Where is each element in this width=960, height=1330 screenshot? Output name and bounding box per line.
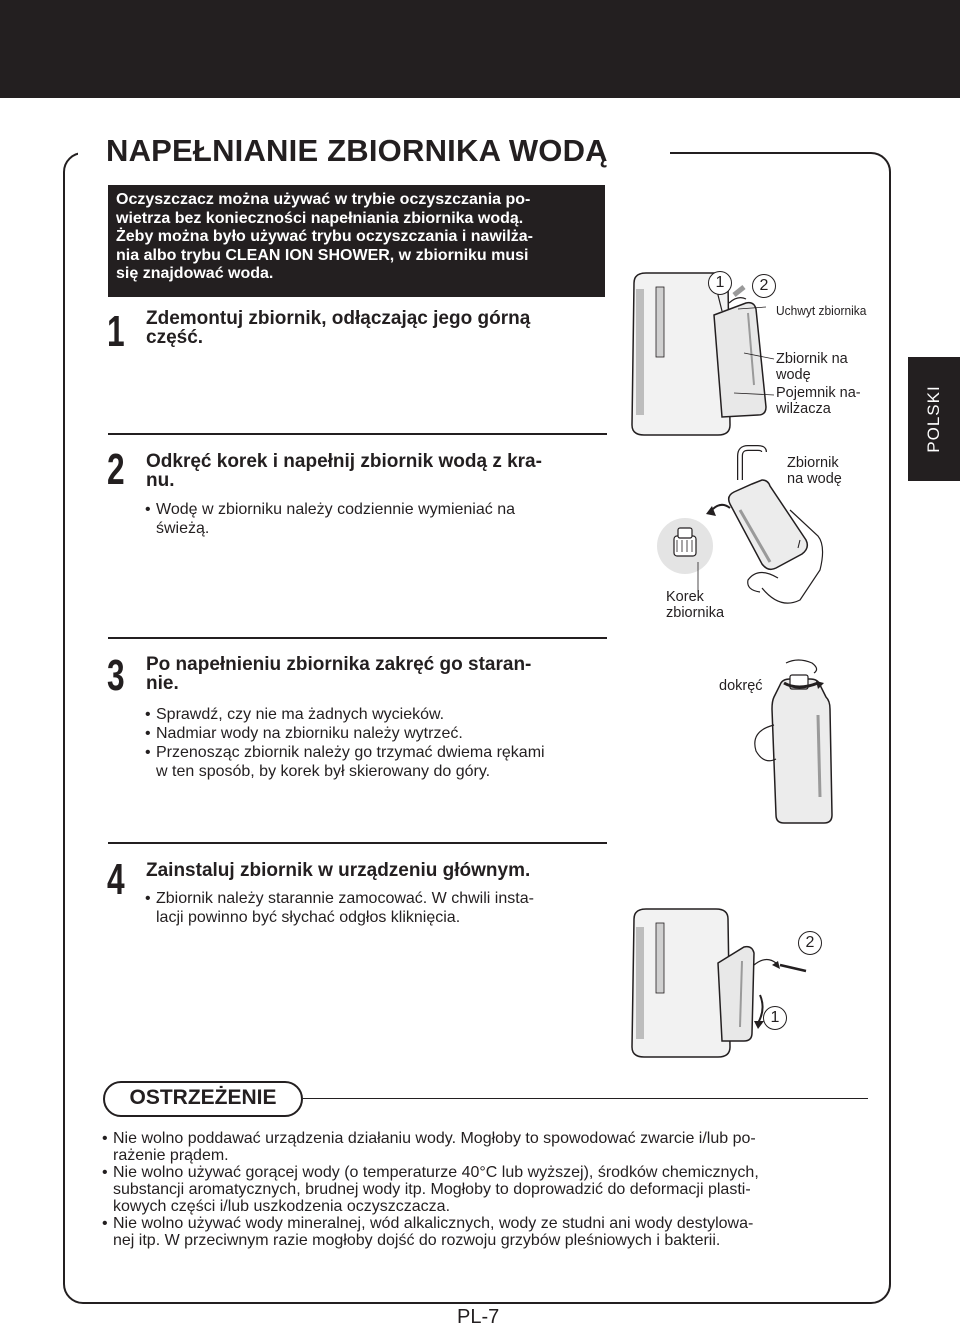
- intro-line: się znajdować woda.: [116, 265, 274, 282]
- warning-divider: [303, 1098, 868, 1099]
- label-humidifier-tray: Pojemnik na- wilżacza: [776, 385, 861, 417]
- bullet-item: • Sprawdź, czy nie ma żadnych wycieków.: [145, 705, 545, 724]
- step-2-title: [146, 452, 542, 490]
- warning-item: • Nie wolno używać gorącej wody (o temperaturze 40°C lub wyższej), środków chemicznych, substancji aromatycznych, brudnej wody itp. Mogłoby to doprowadzić do deformacji plasti- kowych części i/lub uszkodzenia oczyszczacza.: [102, 1164, 882, 1215]
- tank-install-illustration: [626, 905, 826, 1065]
- bullet-item: • Przenosząc zbiornik należy go trzymać dwiema rękami w ten sposób, by korek był skierowany do góry.: [145, 743, 545, 781]
- step-circle-1: 1: [708, 271, 732, 295]
- label-tank-cap: Korek zbiornika: [666, 589, 725, 621]
- label-tank-handle: Uchwyt zbiornika: [776, 303, 867, 318]
- intro-line: wietrza bez konieczności napełniania zbiornika wodą.: [116, 209, 524, 227]
- bullet-item: • Wodę w zbiorniku należy codziennie wymieniać na świeżą.: [145, 500, 515, 538]
- step-title-line: Zainstaluj zbiornik w urządzeniu głównym.: [146, 860, 531, 881]
- install-circle-2: 2: [798, 931, 822, 955]
- step-title-line: Zdemontuj zbiornik, odłączając jego górną: [146, 308, 531, 329]
- header-bar: [0, 0, 960, 98]
- warning-item: • Nie wolno poddawać urządzenia działaniu wody. Mogłoby to spowodować zwarcie i/lub po- rażenie prądem.: [102, 1130, 882, 1164]
- warning-item: • Nie wolno używać wody mineralnej, wód alkalicznych, wody ze studni ani wody destylowa- nej itp. W przeciwnym razie mogłoby dojść do rozwoju grzybów pleśniowych i bakterii.: [102, 1215, 882, 1249]
- step-title-line: część.: [146, 327, 204, 348]
- label-water-tank: Zbiornik na wodę: [776, 351, 848, 383]
- step-2-bullets: [145, 500, 515, 538]
- step-title-line: nu.: [146, 470, 175, 491]
- step-3-divider: [108, 637, 607, 639]
- step-title-line: Po napełnieniu zbiornika zakręć go staran-: [146, 654, 532, 675]
- intro-line: nia albo trybu CLEAN ION SHOWER, w zbiorniku musi: [116, 246, 529, 264]
- intro-line: Oczyszczacz można używać w trybie oczyszczania po-: [116, 191, 531, 208]
- step-4-number: 4: [107, 855, 125, 904]
- step-4-title: [146, 861, 530, 880]
- install-circle-1: 1: [763, 1006, 787, 1030]
- page-number: PL-7: [457, 1306, 500, 1328]
- intro-line: Żeby można było używać trybu oczyszczania i nawilża-: [116, 228, 533, 245]
- step-4-divider: [108, 842, 607, 844]
- step-1-number: 1: [107, 307, 125, 356]
- intro-note: [108, 185, 605, 297]
- step-3-number: 3: [107, 651, 125, 700]
- step-3-title: [146, 655, 531, 693]
- language-tab-label: POLSKI: [924, 385, 943, 453]
- step-2-number: 2: [107, 445, 125, 494]
- page-title: NAPEŁNIANIE ZBIORNIKA WODĄ: [106, 133, 608, 168]
- warning-list: [102, 1130, 882, 1249]
- step-1-title: [146, 309, 530, 347]
- step-3-bullets: [145, 705, 545, 781]
- step-4-bullets: [145, 889, 534, 927]
- step-title-line: Odkręć korek i napełnij zbiornik wodą z kra-: [146, 451, 542, 472]
- warning-title: OSTRZEŻENIE: [129, 1086, 277, 1109]
- step-circle-2: 2: [752, 274, 776, 298]
- label-tighten: dokręć: [719, 678, 763, 694]
- label-water-tank-2: Zbiornik na wodę: [787, 455, 842, 487]
- bullet-item: • Nadmiar wody na zbiorniku należy wytrzeć.: [145, 724, 545, 743]
- step-title-line: nie.: [146, 673, 179, 694]
- step-2-divider: [108, 433, 607, 435]
- bullet-item: • Zbiornik należy starannie zamocować. W chwili insta- lacji powinno być słychać odgłos kliknięcia.: [145, 889, 534, 927]
